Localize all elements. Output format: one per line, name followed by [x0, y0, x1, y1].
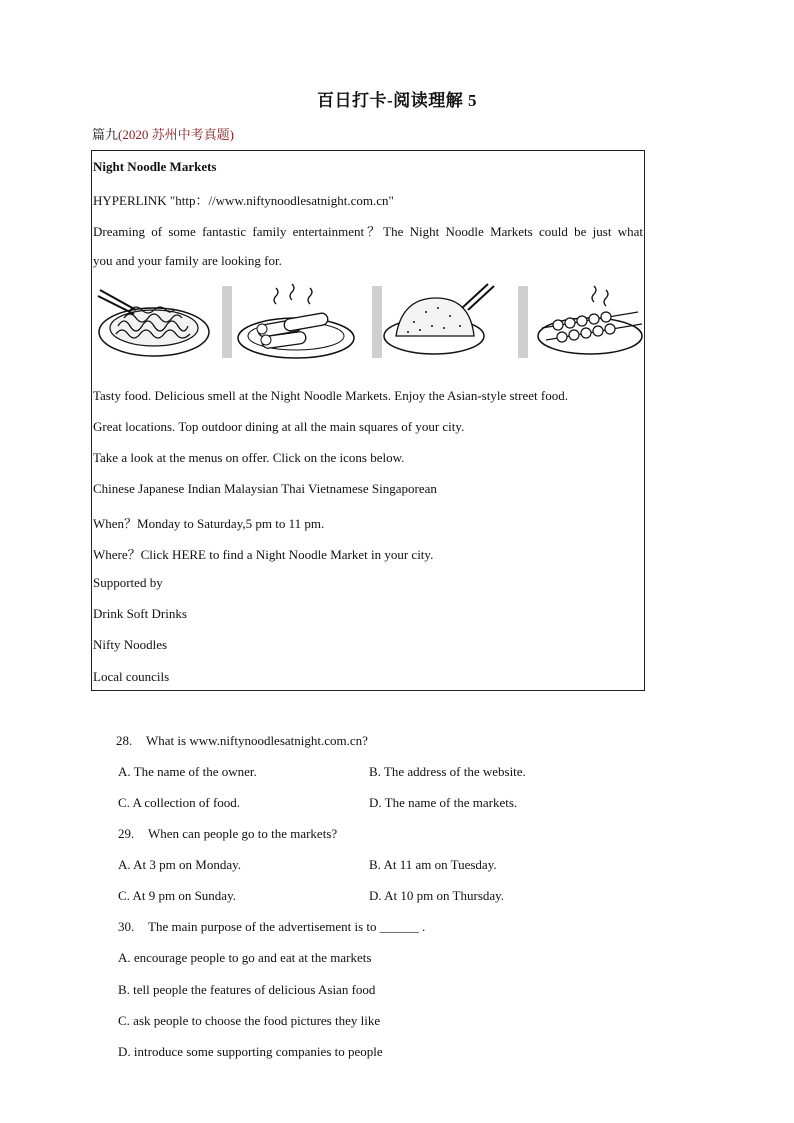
advert-intro-line2: you and your family are looking for. — [93, 253, 282, 268]
advert-line: When？Monday to Saturday,5 pm to 11 pm. — [93, 516, 325, 531]
question-text: What is www.niftynoodlesatnight.com.cn? — [146, 733, 368, 748]
section-prefix: 篇九 — [92, 127, 119, 142]
option-30-d[interactable]: D. introduce some supporting companies to people — [118, 1044, 383, 1059]
advert-line: Drink Soft Drinks — [93, 606, 187, 621]
advert-hyperlink[interactable]: HYPERLINK "http：//www.niftynoodlesatnight.com.cn" — [93, 193, 394, 208]
image-divider — [372, 286, 382, 358]
question-number: 30. — [118, 919, 135, 934]
advert-heading: Night Noodle Markets — [93, 159, 217, 174]
advert-box — [91, 150, 645, 691]
spring-rolls-plate-image[interactable] — [238, 284, 354, 358]
option-30-c[interactable]: C. ask people to choose the food pictures they like — [118, 1013, 381, 1028]
option-29-b[interactable]: B. At 11 am on Tuesday. — [369, 857, 497, 872]
question-29 — [118, 826, 337, 842]
option-28-a[interactable]: A. The name of the owner. — [118, 764, 257, 779]
advert-line: Take a look at the menus on offer. Click on the icons below. — [93, 450, 405, 465]
option-28-b[interactable]: B. The address of the website. — [369, 764, 526, 779]
advert-line: Nifty Noodles — [93, 637, 168, 652]
advert-line: Tasty food. Delicious smell at the Night Noodle Markets. Enjoy the Asian-style street food. — [93, 388, 568, 403]
noodles-plate-image[interactable] — [98, 290, 209, 356]
question-text: The main purpose of the advertisement is to ______ . — [148, 919, 426, 934]
advert-here-link[interactable]: Where？Click HERE to find a Night Noodle Market in your city. — [93, 547, 434, 562]
option-30-a[interactable]: A. encourage people to go and eat at the markets — [118, 950, 372, 965]
option-29-c[interactable]: C. At 9 pm on Sunday. — [118, 888, 236, 903]
food-images-strip — [96, 282, 644, 362]
skewers-plate-image[interactable] — [538, 286, 642, 354]
advert-line: Supported by — [93, 575, 163, 590]
section-label — [92, 124, 234, 143]
option-28-c[interactable]: C. A collection of food. — [118, 795, 241, 810]
question-28 — [116, 733, 368, 749]
option-28-d[interactable]: D. The name of the markets. — [369, 795, 518, 810]
section-source: (2020 苏州中考真题) — [118, 127, 234, 142]
question-number: 28. — [116, 733, 133, 748]
option-30-b[interactable]: B. tell people the features of delicious Asian food — [118, 982, 376, 997]
page-title: 百日打卡-阅读理解 5 — [317, 91, 477, 110]
rice-plate-image[interactable] — [384, 284, 494, 354]
advert-line: Local councils — [93, 669, 170, 684]
option-29-d[interactable]: D. At 10 pm on Thursday. — [369, 888, 505, 903]
question-text: When can people go to the markets? — [148, 826, 338, 841]
option-29-a[interactable]: A. At 3 pm on Monday. — [118, 857, 242, 872]
question-number: 29. — [118, 826, 135, 841]
question-30 — [118, 919, 425, 935]
advert-cuisine-icons[interactable]: Chinese Japanese Indian Malaysian Thai Vietnamese Singaporean — [93, 481, 437, 496]
advert-intro-line1: Dreaming of some fantastic family entertainment？The Night Noodle Markets could be just what — [93, 224, 643, 239]
image-divider — [518, 286, 528, 358]
image-divider — [222, 286, 232, 358]
advert-line: Great locations. Top outdoor dining at all the main squares of your city. — [93, 419, 465, 434]
